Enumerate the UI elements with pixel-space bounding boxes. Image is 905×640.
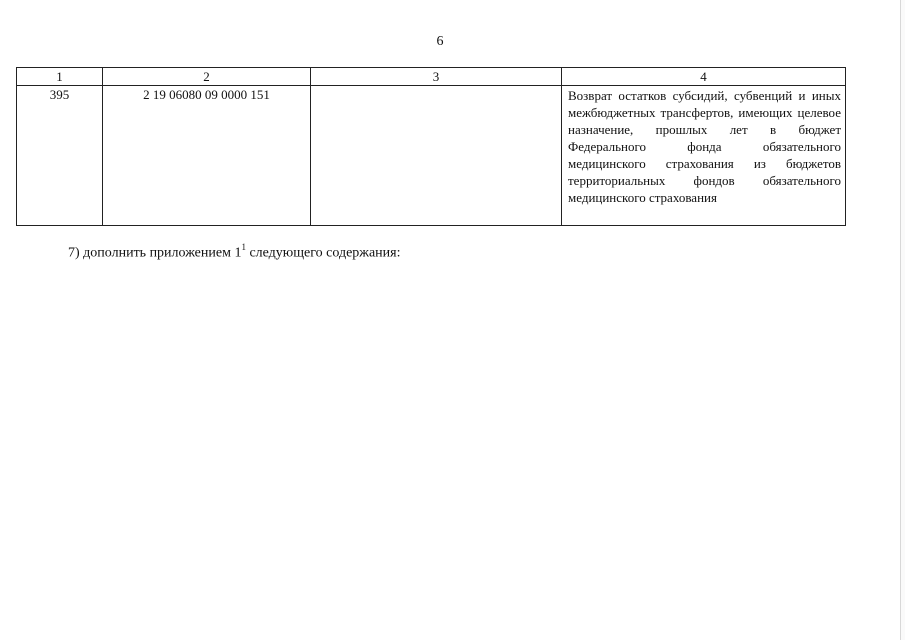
column-header-2: 2 (103, 68, 311, 86)
budget-classification-table (16, 67, 846, 226)
page-number: 6 (436, 34, 444, 49)
column-header-1: 1 (17, 68, 103, 86)
description-cell: Возврат остатков субсидий, субвенций и иных межбюджетных трансфертов, имеющих целевое назначение, прошлых лет в бюджет Федерального фонда обязательного медицинского страхования из бюджетов территориальных фондов обязательного медицинского страхования (562, 86, 846, 226)
table-row (17, 86, 846, 226)
table-header-row (17, 68, 846, 86)
amendment-suffix: следующего содержания: (245, 245, 401, 261)
amendment-superscript: 1 (241, 242, 246, 252)
empty-cell (311, 86, 562, 226)
admin-code-cell: 395 (17, 86, 103, 226)
column-header-3: 3 (311, 68, 562, 86)
amendment-prefix: 7) дополнить приложением 1 (68, 245, 242, 261)
scan-edge (900, 0, 905, 640)
amendment-text (68, 243, 401, 262)
budget-code-cell: 2 19 06080 09 0000 151 (103, 86, 311, 226)
column-header-4: 4 (562, 68, 846, 86)
